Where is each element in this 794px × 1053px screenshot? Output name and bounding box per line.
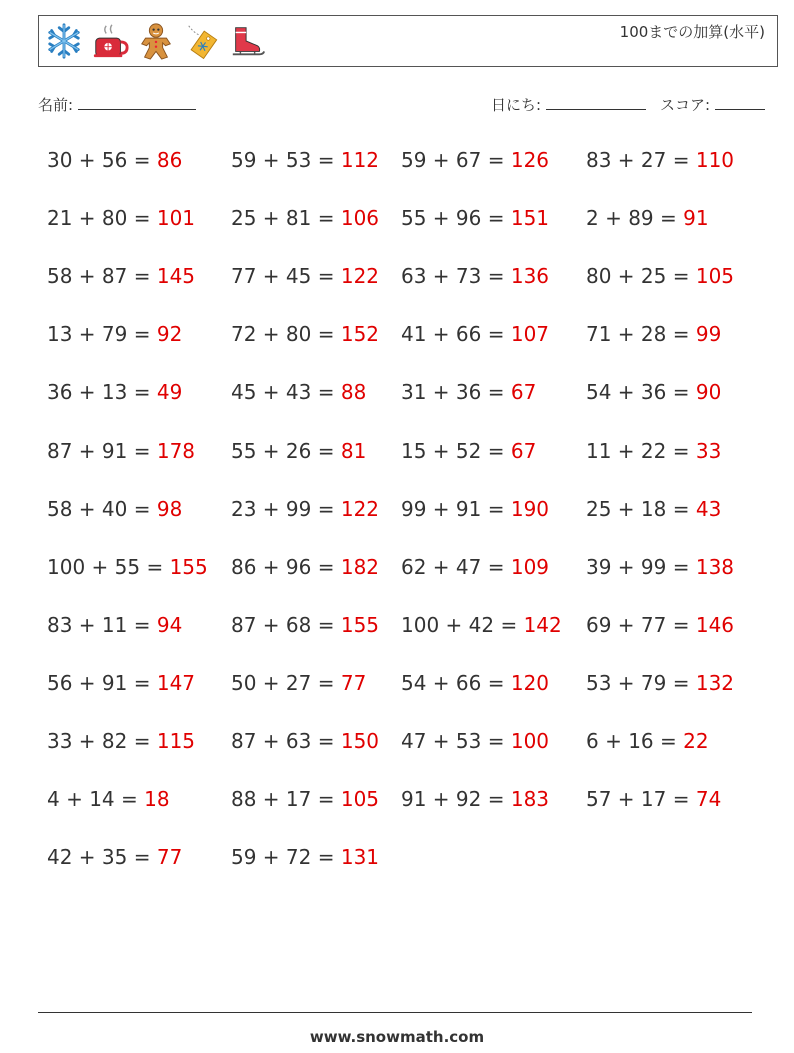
problem-item bbox=[47, 671, 195, 695]
problem-answer: 43 bbox=[695, 496, 722, 521]
problem-answer: 86 bbox=[156, 148, 183, 172]
hot-cocoa-mug-icon bbox=[91, 22, 129, 60]
problem-item bbox=[586, 439, 721, 463]
gingerbread-man-icon bbox=[137, 22, 175, 60]
problem-item bbox=[401, 206, 549, 230]
problem-answer: 122 bbox=[340, 264, 380, 289]
problem-question: 87 + 63 = bbox=[231, 729, 341, 753]
name-field[interactable] bbox=[38, 94, 196, 115]
problem-question: 69 + 77 = bbox=[586, 612, 696, 637]
date-field[interactable] bbox=[491, 94, 646, 115]
problem-item bbox=[231, 497, 379, 521]
problem-item bbox=[401, 613, 562, 637]
problem-answer: 182 bbox=[340, 554, 380, 579]
problem-item bbox=[231, 555, 379, 579]
problem-question: 83 + 27 = bbox=[586, 148, 696, 172]
problem-question: 99 + 91 = bbox=[401, 496, 511, 521]
problem-item bbox=[47, 439, 195, 463]
problem-answer: 105 bbox=[340, 787, 380, 812]
problem-answer: 94 bbox=[156, 612, 183, 637]
snowflake-icon bbox=[45, 22, 83, 60]
problem-question: 59 + 53 = bbox=[231, 148, 341, 172]
problem-answer: 112 bbox=[340, 148, 380, 172]
header-icons bbox=[45, 22, 267, 60]
problem-item bbox=[231, 439, 366, 463]
problem-question: 87 + 91 = bbox=[47, 438, 157, 463]
problem-question: 56 + 91 = bbox=[47, 670, 157, 695]
ice-skate-icon bbox=[229, 22, 267, 60]
problem-item bbox=[586, 322, 721, 346]
gift-tag-icon bbox=[183, 22, 221, 60]
problem-question: 2 + 89 = bbox=[586, 206, 684, 231]
problem-answer: 132 bbox=[695, 670, 735, 695]
problem-question: 59 + 72 = bbox=[231, 845, 341, 870]
problem-answer: 107 bbox=[510, 322, 550, 347]
problem-question: 71 + 28 = bbox=[586, 322, 696, 347]
footer-divider bbox=[38, 1012, 752, 1013]
problem-question: 13 + 79 = bbox=[47, 322, 157, 347]
problem-question: 45 + 43 = bbox=[231, 380, 341, 405]
problem-question: 87 + 68 = bbox=[231, 612, 341, 637]
problem-item bbox=[47, 555, 208, 579]
problem-question: 39 + 99 = bbox=[586, 554, 696, 579]
problem-item bbox=[47, 845, 182, 869]
problem-item bbox=[231, 671, 366, 695]
problem-item bbox=[47, 380, 182, 404]
problem-item bbox=[401, 787, 549, 811]
problem-answer: 183 bbox=[510, 787, 550, 812]
date-label: 日にち: bbox=[491, 96, 542, 114]
problem-answer: 152 bbox=[340, 322, 380, 347]
footer-url: www.snowmath.com bbox=[309, 1028, 485, 1046]
problem-answer: 147 bbox=[156, 670, 196, 695]
problem-answer: 91 bbox=[683, 206, 709, 231]
problem-item bbox=[401, 439, 536, 463]
problem-item bbox=[586, 497, 721, 521]
problem-question: 55 + 96 = bbox=[401, 206, 511, 231]
worksheet-title: 100までの加算(水平) bbox=[619, 23, 765, 41]
problem-question: 86 + 96 = bbox=[231, 554, 341, 579]
problem-answer: 49 bbox=[156, 380, 183, 405]
problem-answer: 33 bbox=[695, 438, 722, 463]
problem-item bbox=[586, 380, 721, 404]
problem-question: 100 + 55 = bbox=[47, 554, 170, 579]
problem-item bbox=[586, 787, 721, 811]
problem-question: 25 + 81 = bbox=[231, 206, 341, 231]
problem-answer: 122 bbox=[340, 496, 380, 521]
problem-answer: 81 bbox=[340, 438, 367, 463]
problem-item bbox=[586, 264, 734, 288]
problem-question: 33 + 82 = bbox=[47, 729, 157, 753]
problem-answer: 77 bbox=[156, 845, 183, 870]
problem-answer: 98 bbox=[156, 496, 183, 521]
problem-question: 72 + 80 = bbox=[231, 322, 341, 347]
problem-question: 88 + 17 = bbox=[231, 787, 341, 812]
problem-answer: 131 bbox=[340, 845, 380, 870]
problem-item bbox=[401, 322, 549, 346]
problem-answer: 138 bbox=[695, 554, 735, 579]
problem-question: 47 + 53 = bbox=[401, 729, 511, 753]
problem-question: 100 + 42 = bbox=[401, 612, 524, 637]
problem-item bbox=[401, 671, 549, 695]
problem-answer: 126 bbox=[510, 148, 550, 172]
problem-answer: 151 bbox=[510, 206, 550, 231]
name-blank-line bbox=[78, 95, 196, 110]
problem-answer: 146 bbox=[695, 612, 735, 637]
problem-item bbox=[47, 729, 195, 753]
worksheet-header bbox=[38, 15, 778, 67]
problem-item bbox=[47, 613, 182, 637]
problem-item bbox=[231, 264, 379, 288]
problem-answer: 105 bbox=[695, 264, 735, 289]
problem-question: 58 + 40 = bbox=[47, 496, 157, 521]
problem-item bbox=[231, 380, 366, 404]
problem-question: 58 + 87 = bbox=[47, 264, 157, 289]
problem-question: 30 + 56 = bbox=[47, 148, 157, 172]
problem-answer: 88 bbox=[340, 380, 367, 405]
problem-item bbox=[586, 148, 734, 172]
problem-item bbox=[47, 787, 170, 811]
problem-answer: 101 bbox=[156, 206, 196, 231]
problem-answer: 99 bbox=[695, 322, 722, 347]
problem-item bbox=[231, 787, 379, 811]
problem-question: 23 + 99 = bbox=[231, 496, 341, 521]
problem-question: 55 + 26 = bbox=[231, 438, 341, 463]
problem-item bbox=[401, 729, 549, 753]
problem-item bbox=[586, 729, 709, 753]
problem-question: 83 + 11 = bbox=[47, 612, 157, 637]
problem-question: 11 + 22 = bbox=[586, 438, 696, 463]
problem-question: 6 + 16 = bbox=[586, 729, 684, 753]
problem-answer: 18 bbox=[144, 787, 170, 812]
problem-answer: 120 bbox=[510, 670, 550, 695]
problem-question: 21 + 80 = bbox=[47, 206, 157, 231]
problem-answer: 155 bbox=[169, 554, 208, 579]
problem-answer: 67 bbox=[510, 380, 537, 405]
problem-question: 42 + 35 = bbox=[47, 845, 157, 870]
problem-question: 62 + 47 = bbox=[401, 554, 511, 579]
problem-answer: 109 bbox=[510, 554, 550, 579]
problem-item bbox=[231, 206, 379, 230]
problem-question: 53 + 79 = bbox=[586, 670, 696, 695]
problem-answer: 106 bbox=[340, 206, 380, 231]
problem-item bbox=[586, 555, 734, 579]
problem-answer: 142 bbox=[523, 612, 562, 637]
problem-question: 31 + 36 = bbox=[401, 380, 511, 405]
problem-item bbox=[47, 148, 182, 172]
problem-question: 63 + 73 = bbox=[401, 264, 511, 289]
problem-answer: 74 bbox=[695, 787, 722, 812]
problem-question: 54 + 66 = bbox=[401, 670, 511, 695]
problem-answer: 100 bbox=[510, 729, 550, 753]
problem-item bbox=[586, 671, 734, 695]
problem-answer: 155 bbox=[340, 612, 380, 637]
problem-question: 54 + 36 = bbox=[586, 380, 696, 405]
problem-item bbox=[401, 264, 549, 288]
problem-question: 25 + 18 = bbox=[586, 496, 696, 521]
problem-item bbox=[231, 845, 379, 869]
problem-answer: 90 bbox=[695, 380, 722, 405]
score-field[interactable] bbox=[660, 94, 765, 115]
problem-item bbox=[401, 555, 549, 579]
problem-answer: 178 bbox=[156, 438, 196, 463]
problem-item bbox=[401, 148, 549, 172]
name-label: 名前: bbox=[38, 96, 74, 114]
problem-answer: 190 bbox=[510, 496, 550, 521]
problem-item bbox=[401, 380, 536, 404]
problem-question: 50 + 27 = bbox=[231, 670, 341, 695]
problem-item bbox=[586, 206, 709, 230]
problem-question: 91 + 92 = bbox=[401, 787, 511, 812]
score-label: スコア: bbox=[660, 96, 711, 114]
problem-item bbox=[231, 613, 379, 637]
problem-item bbox=[47, 264, 195, 288]
problem-answer: 22 bbox=[683, 729, 709, 753]
problem-item bbox=[47, 322, 182, 346]
problem-question: 59 + 67 = bbox=[401, 148, 511, 172]
problem-item bbox=[231, 322, 379, 346]
problem-answer: 67 bbox=[510, 438, 537, 463]
problem-answer: 136 bbox=[510, 264, 550, 289]
problem-question: 80 + 25 = bbox=[586, 264, 696, 289]
problem-answer: 145 bbox=[156, 264, 196, 289]
problem-item bbox=[231, 148, 379, 172]
problem-answer: 150 bbox=[340, 729, 380, 753]
problem-question: 36 + 13 = bbox=[47, 380, 157, 405]
problem-question: 15 + 52 = bbox=[401, 438, 511, 463]
problem-question: 57 + 17 = bbox=[586, 787, 696, 812]
problem-answer: 110 bbox=[695, 148, 735, 172]
problem-answer: 77 bbox=[340, 670, 367, 695]
problem-answer: 92 bbox=[156, 322, 183, 347]
problem-item bbox=[401, 497, 549, 521]
problem-question: 41 + 66 = bbox=[401, 322, 511, 347]
date-blank-line bbox=[546, 95, 646, 110]
problem-item bbox=[231, 729, 379, 753]
problem-item bbox=[47, 497, 182, 521]
problem-question: 77 + 45 = bbox=[231, 264, 341, 289]
score-blank-line bbox=[715, 95, 765, 110]
problem-question: 4 + 14 = bbox=[47, 787, 145, 812]
problem-answer: 115 bbox=[156, 729, 196, 753]
problem-item bbox=[586, 613, 734, 637]
problem-item bbox=[47, 206, 195, 230]
